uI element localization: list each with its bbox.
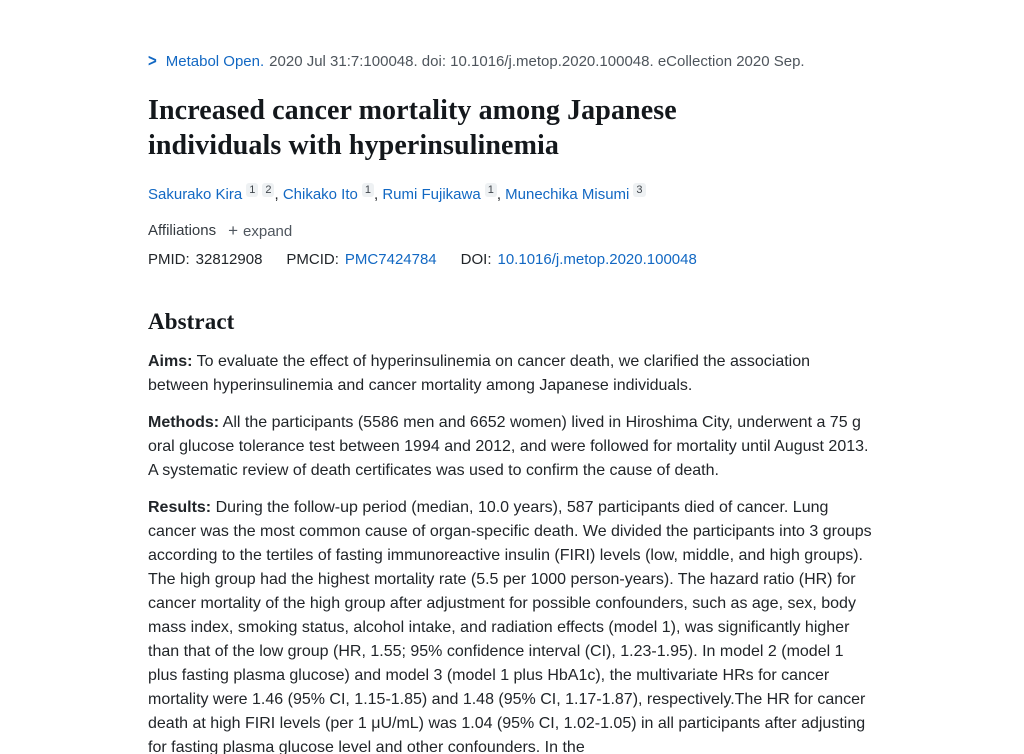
author-link[interactable]: Munechika Misumi (505, 186, 630, 203)
abstract-paragraph (148, 411, 872, 483)
identifiers-row (148, 249, 872, 271)
abstract-body (148, 350, 872, 754)
plus-icon: + (228, 221, 239, 240)
author-separator: , (274, 186, 283, 203)
author-separator: , (496, 186, 506, 203)
author-link[interactable]: Chikako Ito (282, 186, 358, 203)
abstract-section-label: Results: (148, 499, 212, 516)
authors-list (148, 184, 872, 206)
abstract-paragraph (148, 496, 872, 754)
abstract-section-text: To evaluate the effect of hyperinsulinemia on cancer death, we clarified the association between hyperinsulinemia and cancer mortality among Japanese individuals. (148, 353, 811, 394)
pmcid-label: PMCID: (286, 251, 339, 268)
doi-label: DOI: (460, 251, 492, 268)
author-affiliation-superscript: 2 (262, 183, 274, 197)
pmid-label: PMID: (148, 251, 190, 268)
citation-line (148, 52, 872, 72)
author-separator: , (373, 186, 383, 203)
affiliations-label: Affiliations (148, 222, 217, 239)
abstract-heading: Abstract (148, 309, 235, 334)
affiliations-row (148, 221, 872, 241)
citation-details: 2020 Jul 31:7:100048. doi: 10.1016/j.metop.2020.100048. eCollection 2020 Sep. (269, 53, 805, 70)
doi-link[interactable]: 10.1016/j.metop.2020.100048 (497, 251, 697, 268)
author-link[interactable]: Sakurako Kira (148, 186, 243, 203)
abstract-paragraph (148, 350, 872, 398)
article-title: Increased cancer mortality among Japanese individuals with hyperinsulinemia (148, 95, 677, 161)
article-content (148, 52, 872, 754)
abstract-section-text: During the follow-up period (median, 10.0 years), 587 participants died of cancer. Lung cancer was the most common cause of organ-specific death. We divided the participants into 3 groups according to the tertiles of fasting immunoreactive insulin (FIRI) levels (low, middle, and high groups). The high group had the highest mortality rate (5.5 per 1000 person-years). The hazard ratio (HR) for cancer mortality of the high group after adjustment for possible confounders, such as age, sex, body mass index, smoking status, alcohol intake, and radiation effects (model 1), was significantly higher than that of the low group (HR, 1.55; 95% confidence interval (CI), 1.23-1.95). In model 2 (model 1 plus fasting plasma glucose) and model 3 (model 1 plus HbA1c), the multivariate HRs for cancer mortality were 1.46 (95% CI, 1.15-1.85) and 1.48 (95% CI, 1.17-1.87), respectively.The HR for cancer death at high FIRI levels (per 1 μU/mL) was 1.04 (95% CI, 1.02-1.05) in all participants after adjusting for fasting plasma glucose level and other confounders. In the (148, 499, 872, 754)
doi-group (461, 249, 697, 271)
author-affiliation-superscript: 1 (246, 183, 258, 197)
journal-toggle-chevron-icon[interactable]: > (148, 51, 157, 72)
expand-affiliations-button[interactable] (228, 221, 292, 241)
abstract-section-label: Methods: (148, 414, 220, 431)
journal-link[interactable]: Metabol Open. (165, 53, 265, 70)
pmcid-group (286, 249, 436, 271)
author-link[interactable]: Rumi Fujikawa (382, 186, 481, 203)
author-affiliation-superscript: 1 (485, 183, 497, 197)
pmcid-link[interactable]: PMC7424784 (344, 251, 437, 268)
author-affiliation-superscript: 3 (633, 183, 645, 197)
author-affiliation-superscript: 1 (362, 183, 374, 197)
abstract-section-text: All the participants (5586 men and 6652 women) lived in Hiroshima City, underwent a 75 g oral glucose tolerance test between 1994 and 2012, and were followed for mortality until August 2013. A systematic review of death certificates was used to confirm the cause of death. (148, 414, 869, 479)
pmid-value: 32812908 (195, 251, 263, 268)
expand-label: expand (243, 222, 293, 240)
pmid-group (148, 249, 262, 271)
abstract-section-label: Aims: (148, 353, 193, 370)
